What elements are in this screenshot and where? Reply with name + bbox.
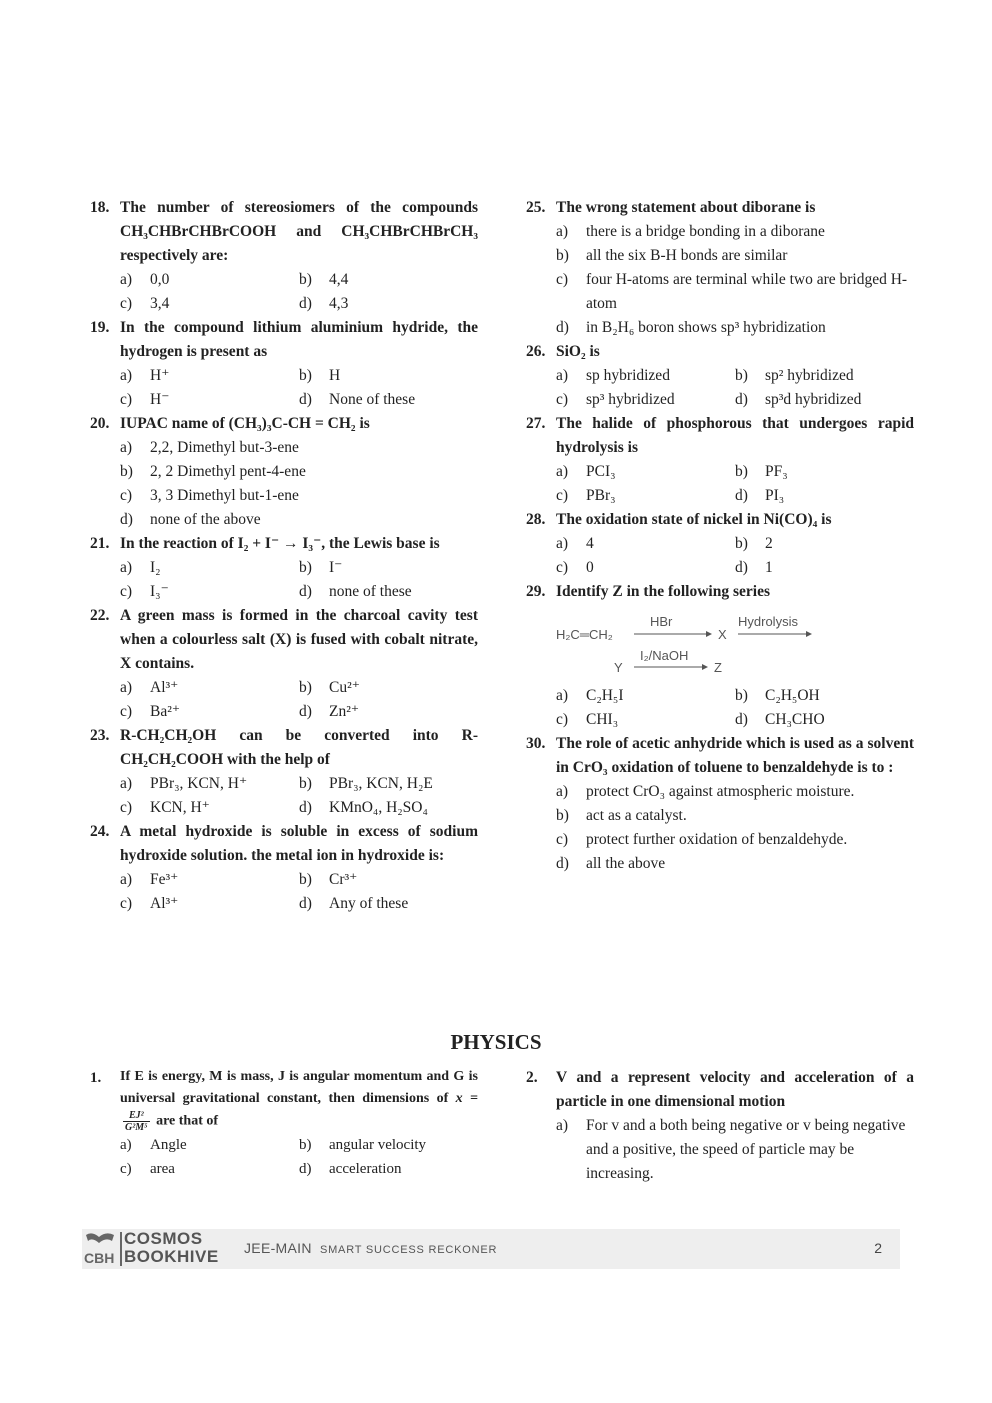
question-text: The role of acetic anhydride which is used as a solvent in CrO₃ oxidation of toluene to benzaldehyde is to : — [556, 735, 914, 776]
option-label: d) — [299, 391, 312, 408]
option-label: b) — [299, 559, 312, 576]
option-label: b) — [735, 367, 748, 384]
option[interactable] — [120, 460, 478, 484]
option[interactable] — [299, 772, 478, 796]
option-text: area — [150, 1161, 175, 1177]
question-number: 21. — [90, 535, 110, 552]
options — [556, 532, 914, 580]
brand-name — [124, 1230, 219, 1266]
option-label: c) — [120, 487, 133, 504]
option-label: d) — [556, 319, 569, 336]
question-text: IUPAC name of (CH₃)₃C-CH = CH₂ is — [120, 415, 370, 432]
options — [556, 1114, 914, 1186]
question-22 — [90, 604, 478, 724]
formula-denominator: G²M⁵ — [125, 1122, 148, 1133]
options — [556, 780, 914, 876]
page-number: 2 — [874, 1240, 882, 1256]
chemistry-right-column — [526, 196, 914, 876]
option[interactable] — [556, 828, 914, 852]
question-text — [120, 1066, 478, 1133]
option-text: PBr₃ — [586, 487, 616, 504]
option-text: CH₃CHO — [765, 711, 825, 728]
question-number: 19. — [90, 319, 110, 336]
option-text: H — [329, 367, 341, 384]
option-label: a) — [120, 775, 133, 792]
question-number: 30. — [526, 735, 546, 752]
option-text: Al³⁺ — [150, 895, 179, 912]
physics-left-column — [90, 1066, 478, 1181]
option[interactable] — [120, 676, 299, 700]
option-label: a) — [556, 223, 569, 240]
options — [120, 676, 478, 724]
brand-logo — [82, 1229, 242, 1269]
option[interactable] — [556, 220, 914, 244]
option[interactable] — [120, 292, 299, 316]
question-21 — [90, 532, 478, 604]
option-text: PCI₃ — [586, 463, 616, 480]
question-number: 20. — [90, 415, 110, 432]
option[interactable] — [120, 484, 478, 508]
option[interactable] — [299, 796, 478, 820]
question-text: A metal hydroxide is soluble in excess of sodium hydroxide solution. the metal ion in hydroxide is: — [120, 823, 478, 864]
option[interactable] — [120, 508, 478, 532]
reagent-hbr-label: HBr — [650, 614, 673, 629]
reactant-label: H₂C═CH₂ — [556, 627, 613, 642]
option-text: 0 — [586, 559, 594, 576]
option-text: 4,3 — [329, 295, 349, 312]
option[interactable] — [556, 852, 914, 876]
option[interactable] — [556, 460, 735, 484]
option[interactable] — [299, 892, 478, 916]
question-29 — [526, 580, 914, 732]
option[interactable] — [735, 460, 914, 484]
option-text: in B₂H₆ boron shows sp³ hybridization — [586, 319, 826, 336]
option-label: a) — [120, 871, 133, 888]
option-text: sp hybridized — [586, 367, 670, 384]
option-label: d) — [735, 391, 748, 408]
option-label: b) — [120, 463, 133, 480]
option[interactable] — [120, 388, 299, 412]
options — [556, 220, 914, 340]
question-text: The number of stereosiomers of the compounds CH₃CHBrCHBrCOOH and CH₃CHBrCHBrCH₃ respectively are: — [120, 199, 478, 264]
question-25 — [526, 196, 914, 340]
option-label: b) — [299, 775, 312, 792]
option-text: For v and a both being negative or v being negative and a positive, the speed of particle may be increasing. — [586, 1117, 906, 1182]
option[interactable] — [120, 580, 299, 604]
option-label: d) — [735, 711, 748, 728]
logo-initials: CBH — [84, 1250, 115, 1266]
option-label: b) — [299, 1137, 312, 1153]
question-number: 29. — [526, 583, 546, 600]
question-23 — [90, 724, 478, 820]
option[interactable] — [120, 1157, 299, 1181]
reagent-iodoform-label: I₂/NaOH — [640, 648, 689, 663]
option-label: b) — [735, 463, 748, 480]
option-label: a) — [120, 367, 133, 384]
option-label: d) — [299, 703, 312, 720]
question-text: The oxidation state of nickel in Ni(CO)₄ is — [556, 511, 832, 528]
option-text: protect further oxidation of benzaldehyde. — [586, 831, 848, 848]
options — [120, 772, 478, 820]
question-number: 1. — [90, 1070, 102, 1086]
option-text: I₃⁻ — [150, 583, 169, 600]
option-label: d) — [299, 295, 312, 312]
option-text: Angle — [150, 1137, 187, 1153]
option-text: PF₃ — [765, 463, 788, 480]
option-label: a) — [120, 439, 133, 456]
options — [120, 1133, 478, 1181]
option[interactable] — [120, 700, 299, 724]
question-text: V and a represent velocity and acceleration of a particle in one dimensional motion — [556, 1069, 914, 1110]
question-text: In the reaction of I₂ + I⁻ → I₃⁻, the Lewis base is — [120, 535, 440, 552]
question-24 — [90, 820, 478, 916]
option-label: c) — [120, 703, 133, 720]
option[interactable] — [735, 556, 914, 580]
formula-lhs: x = — [455, 1091, 478, 1106]
option-text: Ba²⁺ — [150, 703, 181, 720]
option[interactable] — [120, 1133, 299, 1157]
option-text: None of these — [329, 391, 416, 408]
option[interactable] — [299, 1133, 478, 1157]
option-label: c) — [556, 559, 569, 576]
option[interactable] — [120, 796, 299, 820]
option-label: c) — [120, 391, 133, 408]
option[interactable] — [120, 268, 299, 292]
option[interactable] — [299, 580, 478, 604]
option-text: sp³d hybridized — [765, 391, 862, 408]
option-label: a) — [120, 1137, 132, 1153]
intermediate-y-label: Y — [614, 660, 623, 675]
option[interactable] — [556, 532, 735, 556]
question-number: 24. — [90, 823, 110, 840]
option-text: none of the above — [150, 511, 261, 528]
question-text-part: are that of — [156, 1113, 219, 1129]
question-number: 27. — [526, 415, 546, 432]
arrow-head — [706, 631, 712, 637]
option-label: d) — [735, 559, 748, 576]
option-text: Cr³⁺ — [329, 871, 358, 888]
option-label: b) — [735, 535, 748, 552]
option[interactable] — [556, 364, 735, 388]
option-label: b) — [299, 871, 312, 888]
option-text: angular velocity — [329, 1137, 427, 1153]
option-text: 2,2, Dimethyl but-3-ene — [150, 439, 299, 456]
option-text: protect CrO₃ against atmospheric moisture. — [586, 783, 855, 800]
option[interactable] — [299, 268, 478, 292]
option[interactable] — [120, 364, 299, 388]
option-text: 1 — [765, 559, 773, 576]
option-label: b) — [299, 679, 312, 696]
question-1 — [90, 1066, 478, 1181]
option[interactable] — [556, 556, 735, 580]
option-text: C₂H₅OH — [765, 687, 820, 704]
option-label: c) — [556, 271, 569, 288]
options — [120, 268, 478, 316]
option-text: Cu²⁺ — [329, 679, 360, 696]
option-text: PBr₃, KCN, H₂E — [329, 775, 433, 792]
option[interactable] — [299, 364, 478, 388]
question-number: 22. — [90, 607, 110, 624]
option-text: Zn²⁺ — [329, 703, 360, 720]
option[interactable] — [735, 364, 914, 388]
question-text-part: If E is energy, M is mass, J is angular momentum and G is universal gravitational constant, then dimensions of — [120, 1069, 478, 1106]
option-text: act as a catalyst. — [586, 807, 687, 824]
option[interactable] — [556, 684, 735, 708]
option-label: a) — [556, 367, 569, 384]
option[interactable] — [556, 316, 914, 340]
options — [556, 460, 914, 508]
option-text: I₂ — [150, 559, 161, 576]
logo-divider — [120, 1232, 122, 1266]
question-text: R-CH₂CH₂OH can be converted into R-CH₂CH₂COOH with the help of — [120, 727, 478, 768]
option-text: 3, 3 Dimethyl but-1-ene — [150, 487, 299, 504]
option-label: c) — [120, 895, 133, 912]
section-title-physics: PHYSICS — [450, 1030, 542, 1054]
option[interactable] — [556, 804, 914, 828]
option[interactable] — [299, 676, 478, 700]
option-label: c) — [556, 711, 569, 728]
option-label: d) — [299, 1161, 312, 1177]
question-number: 28. — [526, 511, 546, 528]
option-label: b) — [735, 687, 748, 704]
option-label: b) — [556, 247, 569, 264]
option-label: b) — [556, 807, 569, 824]
option[interactable] — [556, 780, 914, 804]
arrow-head — [702, 664, 708, 670]
option-text: Any of these — [329, 895, 409, 912]
question-28 — [526, 508, 914, 580]
reaction-scheme — [556, 614, 914, 678]
option-text: Fe³⁺ — [150, 871, 179, 888]
question-text: A green mass is formed in the charcoal cavity test when a colourless salt (X) is fused with cobalt nitrate, X contains. — [120, 607, 478, 672]
options — [556, 364, 914, 412]
book-logo-icon — [82, 1229, 118, 1269]
option-label: a) — [556, 535, 569, 552]
option-text: H⁻ — [150, 391, 170, 408]
question-number: 18. — [90, 199, 110, 216]
option[interactable] — [735, 684, 914, 708]
question-text: Identify Z in the following series — [556, 583, 770, 600]
option-text: CHI₃ — [586, 711, 619, 728]
product-z-label: Z — [714, 660, 722, 675]
formula-fraction — [123, 1110, 150, 1133]
option-label: c) — [556, 831, 569, 848]
option[interactable] — [735, 388, 914, 412]
option-label: c) — [556, 487, 569, 504]
option[interactable] — [735, 484, 914, 508]
option-text: there is a bridge bonding in a diborane — [586, 223, 825, 240]
question-19 — [90, 316, 478, 412]
option[interactable] — [120, 436, 478, 460]
question-text: In the compound lithium aluminium hydride, the hydrogen is present as — [120, 319, 478, 360]
question-27 — [526, 412, 914, 508]
options — [556, 684, 914, 732]
option-text: I⁻ — [329, 559, 343, 576]
option-text: PBr₃, KCN, H⁺ — [150, 775, 248, 792]
option-text: KMnO₄, H₂SO₄ — [329, 799, 428, 816]
option-label: c) — [120, 799, 133, 816]
question-number: 26. — [526, 343, 546, 360]
arrow-head — [806, 631, 812, 637]
question-text: The halide of phosphorous that undergoes rapid hydrolysis is — [556, 415, 914, 456]
brand-line-1: COSMOS — [124, 1229, 203, 1248]
option[interactable] — [735, 532, 914, 556]
question-number: 23. — [90, 727, 110, 744]
options — [120, 364, 478, 412]
question-number: 25. — [526, 199, 546, 216]
reaction-scheme-svg — [556, 614, 856, 678]
physics-right-column — [526, 1066, 914, 1186]
option-label: c) — [120, 583, 133, 600]
options — [120, 868, 478, 916]
option-label: c) — [120, 295, 133, 312]
option[interactable] — [735, 708, 914, 732]
option-label: d) — [299, 895, 312, 912]
reagent-hydrolysis-label: Hydrolysis — [738, 614, 798, 629]
option[interactable] — [299, 556, 478, 580]
option-text: none of these — [329, 583, 412, 600]
option-label: a) — [556, 463, 569, 480]
question-26 — [526, 340, 914, 412]
question-2 — [526, 1066, 914, 1186]
option-label: d) — [299, 583, 312, 600]
option-text: Al³⁺ — [150, 679, 179, 696]
option-text: sp³ hybridized — [586, 391, 675, 408]
option-text: 3,4 — [150, 295, 170, 312]
option-label: b) — [299, 271, 312, 288]
option[interactable] — [299, 292, 478, 316]
brand-line-2: BOOKHIVE — [124, 1247, 219, 1266]
option[interactable] — [556, 708, 735, 732]
option-text: H⁺ — [150, 367, 170, 384]
option-label: c) — [556, 391, 569, 408]
option-label: c) — [120, 1161, 132, 1177]
option-text: 2, 2 Dimethyl pent-4-ene — [150, 463, 306, 480]
option-label: d) — [120, 511, 133, 528]
option-label: a) — [120, 271, 133, 288]
options — [120, 436, 478, 532]
option-label: b) — [299, 367, 312, 384]
option[interactable] — [299, 700, 478, 724]
option[interactable] — [299, 868, 478, 892]
option-text: sp² hybridized — [765, 367, 854, 384]
intermediate-x-label: X — [718, 627, 727, 642]
option-label: a) — [556, 1117, 569, 1134]
series-title — [244, 1240, 497, 1256]
option[interactable] — [556, 484, 735, 508]
question-text: SiO₂ is — [556, 343, 600, 360]
option-label: a) — [556, 687, 569, 704]
option[interactable] — [120, 772, 299, 796]
option[interactable] — [120, 868, 299, 892]
series-main: JEE-MAIN — [244, 1240, 312, 1256]
option[interactable] — [120, 556, 299, 580]
option-text: all the above — [586, 855, 666, 872]
option-label: a) — [120, 679, 133, 696]
option-text: acceleration — [329, 1161, 402, 1177]
option[interactable] — [556, 268, 914, 316]
option-text: KCN, H⁺ — [150, 799, 210, 816]
option-text: 0,0 — [150, 271, 170, 288]
option-label: d) — [735, 487, 748, 504]
option-text: all the six B-H bonds are similar — [586, 247, 788, 264]
option[interactable] — [556, 244, 914, 268]
option-text: PI₃ — [765, 487, 785, 504]
option[interactable] — [120, 892, 299, 916]
option-text: C₂H₅I — [586, 687, 624, 704]
option-text: 4,4 — [329, 271, 349, 288]
option-label: a) — [120, 559, 133, 576]
chemistry-left-column — [90, 196, 478, 916]
option[interactable] — [299, 388, 478, 412]
option-text: 4 — [586, 535, 594, 552]
series-subtitle: SMART SUCCESS RECKONER — [319, 1244, 498, 1256]
options — [120, 556, 478, 604]
option[interactable] — [556, 388, 735, 412]
question-18 — [90, 196, 478, 316]
option-label: a) — [556, 783, 569, 800]
question-number: 2. — [526, 1069, 538, 1086]
option-label: d) — [556, 855, 569, 872]
question-30 — [526, 732, 914, 876]
option-label: d) — [299, 799, 312, 816]
option-text: four H-atoms are terminal while two are bridged H-atom — [586, 271, 908, 312]
option-text: 2 — [765, 535, 773, 552]
question-text: The wrong statement about diborane is — [556, 199, 816, 216]
formula-numerator: EJ² — [123, 1110, 150, 1122]
question-20 — [90, 412, 478, 532]
page-footer — [82, 1229, 900, 1269]
option[interactable] — [556, 1114, 914, 1186]
option[interactable] — [299, 1157, 478, 1181]
